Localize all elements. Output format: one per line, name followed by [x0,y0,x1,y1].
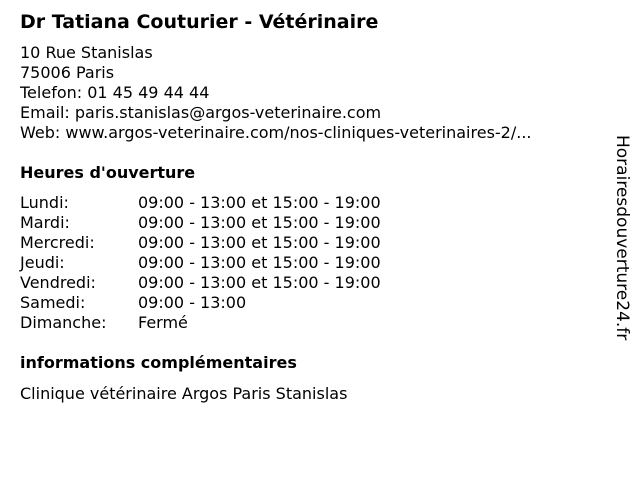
email-address: Email: paris.stanislas@argos-veterinaire.com [20,103,382,122]
hours-day: Samedi: [20,293,86,312]
hours-day: Vendredi: [20,273,96,292]
address-city: 75006 Paris [20,63,115,82]
additional-info-heading: informations complémentaires [20,353,297,372]
website-url: Web: www.argos-veterinaire.com/nos-cliniques-veterinaires-2/... [20,123,532,142]
hours-row-tuesday [20,213,381,233]
site-brand-vertical: Horairesdouverture24.fr [612,135,632,341]
page-title: Dr Tatiana Couturier - Vétérinaire [20,11,379,33]
hours-time: 09:00 - 13:00 [138,293,247,312]
address-street: 10 Rue Stanislas [20,43,153,62]
hours-row-wednesday [20,233,381,253]
hours-time: 09:00 - 13:00 et 15:00 - 19:00 [138,193,381,212]
hours-day: Dimanche: [20,313,107,332]
hours-time: 09:00 - 13:00 et 15:00 - 19:00 [138,253,381,272]
hours-row-sunday [20,313,381,333]
address-block [20,43,532,143]
hours-day: Mercredi: [20,233,95,252]
hours-day: Lundi: [20,193,69,212]
hours-row-thursday [20,253,381,273]
hours-row-saturday [20,293,381,313]
opening-hours-heading: Heures d'ouverture [20,163,196,182]
hours-time: 09:00 - 13:00 et 15:00 - 19:00 [138,233,381,252]
additional-info-text: Clinique vétérinaire Argos Paris Stanislas [20,384,348,403]
hours-row-friday [20,273,381,293]
hours-time: Fermé [138,313,188,332]
hours-day: Mardi: [20,213,70,232]
phone-number: Telefon: 01 45 49 44 44 [20,83,210,102]
hours-row-monday [20,193,381,213]
hours-time: 09:00 - 13:00 et 15:00 - 19:00 [138,213,381,232]
hours-day: Jeudi: [20,253,65,272]
hours-time: 09:00 - 13:00 et 15:00 - 19:00 [138,273,381,292]
opening-hours-table [20,193,381,333]
